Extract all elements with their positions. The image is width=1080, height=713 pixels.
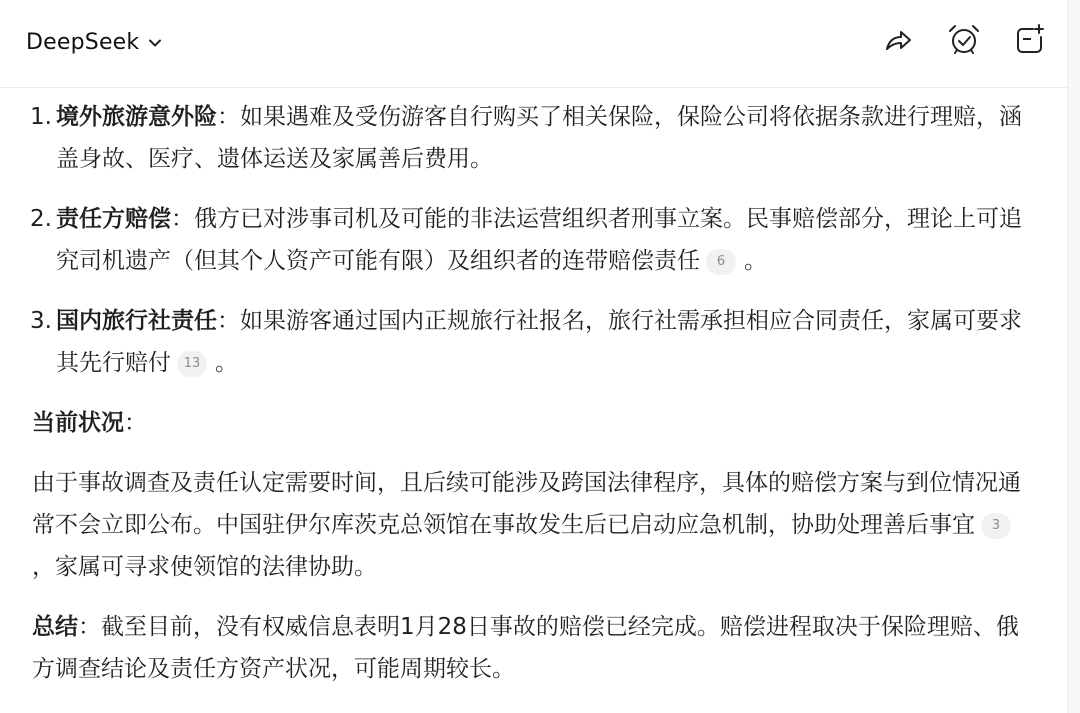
status-heading-paragraph <box>32 402 1032 444</box>
list-item-title: 责任方赔偿 <box>56 206 171 232</box>
sentence-end: 。 <box>744 248 767 274</box>
sentence-end: 。 <box>215 350 238 376</box>
citation-badge[interactable]: 13 <box>177 351 207 377</box>
list-item-title: 国内旅行社责任 <box>56 308 217 334</box>
list-number: 1. <box>30 104 52 130</box>
top-bar <box>0 0 1080 88</box>
new-chat-icon <box>1013 23 1047 61</box>
share-button[interactable] <box>880 24 916 60</box>
colon: ： <box>124 410 147 436</box>
list-item-text: 如果游客通过国内正规旅行社报名，旅行社需承担相应合同责任，家属可要求其先行赔付 <box>56 308 1022 376</box>
list-number: 3. <box>30 308 52 334</box>
status-paragraph <box>32 462 1032 588</box>
model-selector[interactable] <box>26 30 163 55</box>
citation-badge[interactable]: 6 <box>706 249 736 275</box>
brand-name: DeepSeek <box>26 30 140 55</box>
scrollbar-track[interactable] <box>1067 0 1080 713</box>
list-item <box>32 96 1032 180</box>
list-item-text: 如果遇难及受伤游客自行购买了相关保险，保险公司将依据条款进行理赔，涵盖身故、医疗、遗体运送及家属善后费用。 <box>56 104 1022 172</box>
header-actions <box>880 24 1048 60</box>
colon: ： <box>171 206 194 232</box>
summary-text: 截至目前，没有权威信息表明1月28日事故的赔偿已经完成。赔偿进程取决于保险理赔、俄方调查结论及责任方资产状况，可能周期较长。 <box>32 614 1019 682</box>
status-text-continued: ，家属可寻求使领馆的法律协助。 <box>32 554 377 580</box>
list-item <box>32 300 1032 384</box>
summary-heading: 总结 <box>32 614 78 640</box>
list-item-title: 境外旅游意外险 <box>56 104 217 130</box>
list-item <box>32 198 1032 282</box>
list-number: 2. <box>30 206 52 232</box>
colon: ： <box>217 308 240 334</box>
new-chat-button[interactable] <box>1012 24 1048 60</box>
summary-paragraph <box>32 606 1032 690</box>
colon: ： <box>217 104 240 130</box>
alarm-clock-icon <box>946 22 982 62</box>
timer-button[interactable] <box>946 24 982 60</box>
assistant-message <box>32 96 1032 708</box>
list-item-text: 俄方已对涉事司机及可能的非法运营组织者刑事立案。民事赔偿部分，理论上可追究司机遗产（但其个人资产可能有限）及组织者的连带赔偿责任 <box>56 206 1022 274</box>
colon: ： <box>78 614 101 640</box>
share-icon <box>881 23 915 61</box>
status-heading: 当前状况 <box>32 410 124 436</box>
status-text: 由于事故调查及责任认定需要时间，且后续可能涉及跨国法律程序，具体的赔偿方案与到位情况通常不会立即公布。中国驻伊尔库茨克总领馆在事故发生后已启动应急机制，协助处理善后事宜 <box>32 470 1021 538</box>
citation-badge[interactable]: 3 <box>981 513 1011 539</box>
chevron-down-icon <box>147 35 163 51</box>
